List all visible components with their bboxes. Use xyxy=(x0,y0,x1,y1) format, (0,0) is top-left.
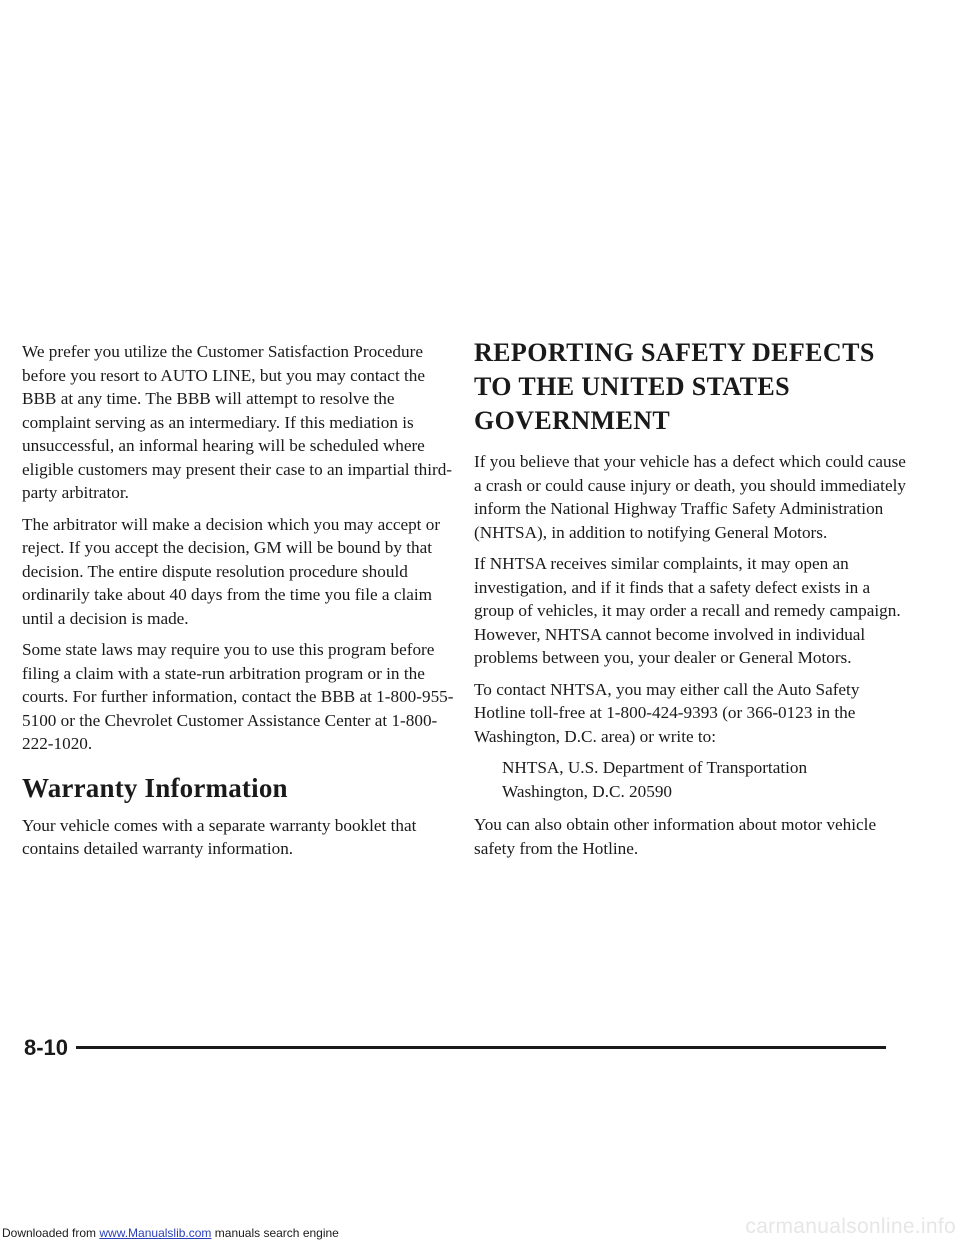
download-prefix: Downloaded from xyxy=(2,1226,100,1240)
manualslib-link[interactable]: www.Manualslib.com xyxy=(99,1226,212,1240)
footer-rule xyxy=(76,1046,886,1049)
download-note xyxy=(2,1226,339,1240)
nhtsa-address xyxy=(502,756,912,803)
left-column xyxy=(22,340,454,869)
warranty-paragraph: Your vehicle comes with a separate warranty booklet that contains detailed warranty information. xyxy=(22,815,417,858)
warranty-heading: Warranty Information xyxy=(22,772,288,803)
safety-defects-heading xyxy=(474,336,912,438)
contact-nhtsa-paragraph: To contact NHTSA, you may either call the Auto Safety Hotline toll-free at 1-800-424-9393 (or 366-0123 in the Washington, D.C. area) or write to: xyxy=(474,679,860,746)
nhtsa-complaints-paragraph: If NHTSA receives similar complaints, it may open an investigation, and if it finds that a safety defect exists in a group of vehicles, it may order a recall and remedy campaign. However, NHTSA cannot become involved in individual problems between you, your dealer or General Motors. xyxy=(474,554,901,667)
defect-belief-paragraph: If you believe that your vehicle has a defect which could cause a crash or could cause injury or death, you should immediately inform the National Highway Traffic Safety Administration (NHTSA), in addition to notifying General Motors. xyxy=(474,452,906,542)
arbitrator-decision-paragraph: The arbitrator will make a decision which you may accept or reject. If you accept the decision, GM will be bound by that decision. The entire dispute resolution procedure should ordinarily take about 40 days from the time you file a claim until a decision is made. xyxy=(22,514,441,628)
heading-line: REPORTING SAFETY DEFECTS xyxy=(474,338,875,367)
customer-satisfaction-paragraph: We prefer you utilize the Customer Satisfaction Procedure before you resort to AUTO LINE, but you may contact the BBB at any time. The BBB will attempt to resolve the complaint serving as an intermediary. If this mediation is unsuccessful, an informal hearing will be scheduled where eligible customers may present their case to an impartial third-party arbitrator. xyxy=(22,342,453,502)
address-line: NHTSA, U.S. Department of Transportation xyxy=(502,758,808,777)
state-laws-paragraph: Some state laws may require you to use this program before filing a claim with a state-run arbitration program or in the courts. For further information, contact the BBB at 1-800-955-5100 or the Chevrolet Customer Assistance Center at 1-800-222-1020. xyxy=(22,640,454,753)
right-column xyxy=(474,340,912,868)
download-suffix: manuals search engine xyxy=(211,1226,339,1240)
address-line: Washington, D.C. 20590 xyxy=(502,781,673,801)
heading-line: TO THE UNITED STATES xyxy=(474,372,791,401)
page-number: 8-10 xyxy=(24,1035,69,1060)
hotline-info-paragraph: You can also obtain other information about motor vehicle safety from the Hotline. xyxy=(474,815,877,858)
watermark: carmanualsonline.info xyxy=(745,1215,956,1238)
heading-line: GOVERNMENT xyxy=(474,406,671,435)
